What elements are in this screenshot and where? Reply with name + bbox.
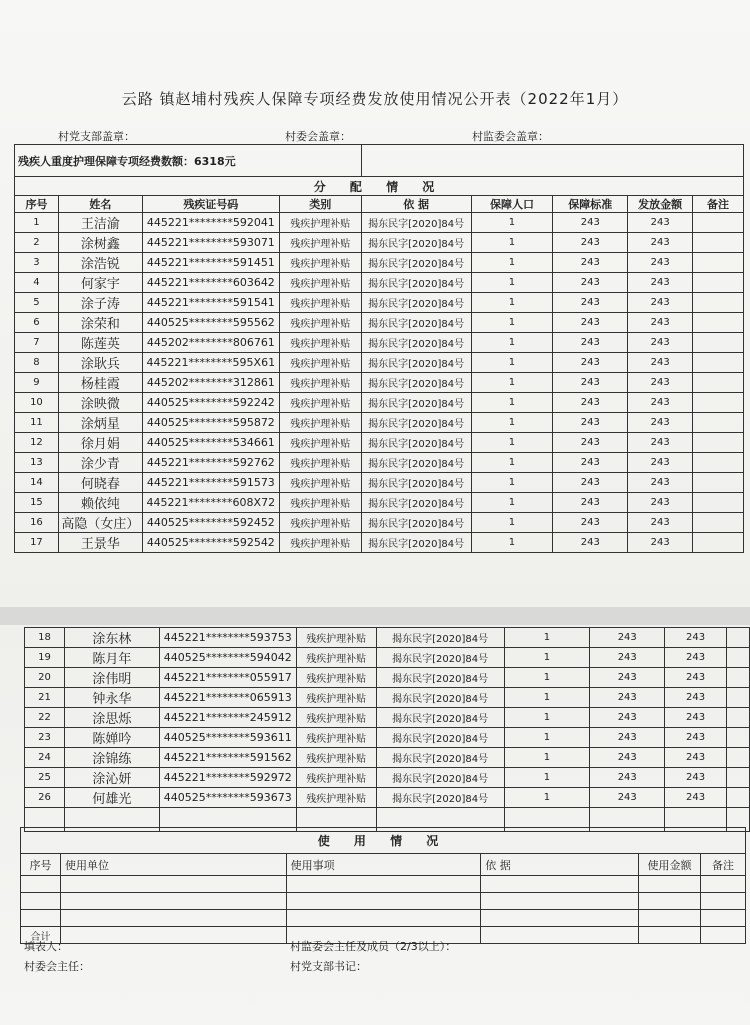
cell-no: 13 [15,453,59,473]
cell-basis: 揭东民字[2020]84号 [361,513,471,533]
cell-amt: 243 [628,453,693,473]
cell-pop: 1 [504,728,590,748]
cell-pop: 1 [471,453,553,473]
cell-pop: 1 [504,648,590,668]
cell-no: 6 [15,313,59,333]
cell-pop: 1 [471,333,553,353]
cell-id: 445221********593753 [159,628,296,648]
cell-remark [693,473,744,493]
cell-std: 243 [590,648,665,668]
cell-basis: 揭东民字[2020]84号 [361,273,471,293]
fund-blank [361,145,743,177]
cell-std: 243 [590,768,665,788]
cell-id: 445202********806761 [142,333,279,353]
cell-id: 445221********245912 [159,708,296,728]
cell-type: 残疾护理补贴 [279,353,361,373]
cell-pop: 1 [504,668,590,688]
cell-std: 243 [553,233,628,253]
cell-basis: 揭东民字[2020]84号 [376,728,504,748]
committee-head-label: 村委会主任： [24,960,90,973]
cell-amt: 243 [665,768,727,788]
committee-seal-label: 村委会盖章： [285,130,351,143]
cell-pop: 1 [471,313,553,333]
cell-name: 杨桂霞 [58,373,142,393]
cell-type: 残疾护理补贴 [296,748,376,768]
cell-type: 残疾护理补贴 [296,648,376,668]
cell-basis: 揭东民字[2020]84号 [361,233,471,253]
cell-name: 涂荣和 [58,313,142,333]
cell-remark [727,728,750,748]
cell-name: 涂伟明 [64,668,159,688]
cell-type: 残疾护理补贴 [296,668,376,688]
allocation-row [25,628,750,648]
cell-pop: 1 [471,513,553,533]
allocation-row [15,313,744,333]
cell-no: 15 [15,493,59,513]
cell-id: 440525********595562 [142,313,279,333]
cell-std: 243 [553,373,628,393]
cell-no: 5 [15,293,59,313]
cell-std: 243 [590,668,665,688]
cell-basis: 揭东民字[2020]84号 [376,668,504,688]
cell-std: 243 [553,313,628,333]
usage-header-cell: 序号 [21,854,61,876]
usage-header-cell: 使用事项 [286,854,481,876]
cell-pop: 1 [471,473,553,493]
allocation-row [15,533,744,553]
cell-no: 19 [25,648,65,668]
cell-pop: 1 [504,748,590,768]
cell-name: 涂思烁 [64,708,159,728]
cell-basis: 揭东民字[2020]84号 [361,313,471,333]
doc-title: 云路 镇赵埔村残疾人保障专项经费发放使用情况公开表（2022年1月） [121,90,629,108]
cell-pop: 1 [471,533,553,553]
cell-name: 涂映微 [58,393,142,413]
cell-amt: 243 [628,253,693,273]
cell-type: 残疾护理补贴 [279,213,361,233]
allocation-header-row [15,196,744,213]
cell-std: 243 [590,628,665,648]
cell-id: 445221********592972 [159,768,296,788]
cell-no: 3 [15,253,59,273]
cell-id: 445221********592041 [142,213,279,233]
cell-remark [693,453,744,473]
cell-type: 残疾护理补贴 [296,708,376,728]
cell-amt: 243 [628,493,693,513]
cell-amt: 243 [628,513,693,533]
cell-type: 残疾护理补贴 [279,413,361,433]
cell-basis: 揭东民字[2020]84号 [376,788,504,808]
allocation-rows-2 [25,628,750,832]
cell-remark [727,688,750,708]
cell-std: 243 [553,333,628,353]
cell-name: 涂锦练 [64,748,159,768]
cell-name: 涂东林 [64,628,159,648]
cell-no: 20 [25,668,65,688]
cell-std: 243 [553,293,628,313]
cell-no: 12 [15,433,59,453]
usage-header-cell: 依 据 [481,854,639,876]
cell-pop: 1 [471,433,553,453]
cell-amt: 243 [628,273,693,293]
cell-remark [693,333,744,353]
cell-basis: 揭东民字[2020]84号 [361,353,471,373]
cell-pop: 1 [471,293,553,313]
allocation-row [15,413,744,433]
cell-no: 9 [15,373,59,393]
cell-std: 243 [590,748,665,768]
cell-std: 243 [553,353,628,373]
cell-amt: 243 [665,688,727,708]
cell-no: 4 [15,273,59,293]
cell-id: 445221********603642 [142,273,279,293]
allocation-table [14,144,744,553]
allocation-row [15,453,744,473]
cell-name: 涂耿兵 [58,353,142,373]
cell-pop: 1 [471,273,553,293]
cell-std: 243 [590,728,665,748]
cell-std: 243 [553,453,628,473]
cell-pop: 1 [504,628,590,648]
cell-id: 440525********593673 [159,788,296,808]
cell-type: 残疾护理补贴 [279,493,361,513]
cell-std: 243 [553,473,628,493]
allocation-header-cell: 保障人口 [471,196,553,213]
allocation-header-cell: 序号 [15,196,59,213]
cell-type: 残疾护理补贴 [279,473,361,493]
cell-type: 残疾护理补贴 [296,628,376,648]
page-bottom [0,625,750,1025]
allocation-row [15,213,744,233]
cell-basis: 揭东民字[2020]84号 [361,373,471,393]
cell-remark [693,313,744,333]
cell-name: 陈月年 [64,648,159,668]
cell-type: 残疾护理补贴 [279,393,361,413]
cell-basis: 揭东民字[2020]84号 [361,393,471,413]
cell-name: 涂炳星 [58,413,142,433]
cell-type: 残疾护理补贴 [296,788,376,808]
cell-basis: 揭东民字[2020]84号 [361,253,471,273]
cell-pop: 1 [471,213,553,233]
cell-type: 残疾护理补贴 [279,453,361,473]
usage-total-label: 合计 [21,927,61,944]
cell-id: 445221********591451 [142,253,279,273]
cell-id: 440525********534661 [142,433,279,453]
cell-amt: 243 [628,413,693,433]
cell-type: 残疾护理补贴 [279,253,361,273]
cell-remark [727,628,750,648]
cell-no: 7 [15,333,59,353]
allocation-row [15,253,744,273]
cell-amt: 243 [628,433,693,453]
cell-amt: 243 [665,628,727,648]
cell-type: 残疾护理补贴 [279,293,361,313]
cell-basis: 揭东民字[2020]84号 [361,293,471,313]
cell-id: 445202********312861 [142,373,279,393]
cell-amt: 243 [628,353,693,373]
cell-basis: 揭东民字[2020]84号 [376,768,504,788]
cell-amt: 243 [665,748,727,768]
cell-pop: 1 [504,788,590,808]
allocation-header-cell: 残疾证号码 [142,196,279,213]
cell-id: 440525********594042 [159,648,296,668]
allocation-row [15,293,744,313]
cell-pop: 1 [471,353,553,373]
filler-label: 填表人： [24,940,68,953]
cell-std: 243 [553,493,628,513]
allocation-row [15,513,744,533]
cell-remark [693,373,744,393]
allocation-header-cell: 备注 [693,196,744,213]
cell-no: 11 [15,413,59,433]
cell-name: 何家宇 [58,273,142,293]
cell-remark [693,433,744,453]
allocation-header-cell: 保障标准 [553,196,628,213]
cell-basis: 揭东民字[2020]84号 [361,433,471,453]
cell-amt: 243 [628,373,693,393]
cell-std: 243 [553,533,628,553]
cell-pop: 1 [471,393,553,413]
cell-remark [693,413,744,433]
cell-type: 残疾护理补贴 [296,728,376,748]
cell-name: 王景华 [58,533,142,553]
allocation-header-cell: 类别 [279,196,361,213]
cell-name: 涂子涛 [58,293,142,313]
cell-name: 王洁渝 [58,213,142,233]
cell-std: 243 [590,708,665,728]
allocation-row [15,373,744,393]
allocation-header-cell: 姓名 [58,196,142,213]
cell-basis: 揭东民字[2020]84号 [361,213,471,233]
cell-id: 440525********592452 [142,513,279,533]
cell-basis: 揭东民字[2020]84号 [376,748,504,768]
supervise-seal-label: 村监委会盖章： [472,130,549,143]
allocation-table-continued [24,627,750,832]
usage-table [20,827,746,944]
cell-no: 14 [15,473,59,493]
cell-std: 243 [553,273,628,293]
cell-id: 445221********593071 [142,233,279,253]
cell-remark [727,648,750,668]
allocation-row [25,688,750,708]
usage-header-cell: 备注 [700,854,745,876]
cell-type: 残疾护理补贴 [279,373,361,393]
cell-type: 残疾护理补贴 [279,513,361,533]
allocation-row [25,728,750,748]
cell-no: 17 [15,533,59,553]
cell-remark [693,273,744,293]
cell-no: 25 [25,768,65,788]
cell-name: 徐月娟 [58,433,142,453]
allocation-row [25,748,750,768]
cell-std: 243 [553,213,628,233]
cell-remark [693,253,744,273]
cell-amt: 243 [665,788,727,808]
cell-name: 涂沁妍 [64,768,159,788]
usage-header-cell: 使用单位 [60,854,286,876]
allocation-row [15,493,744,513]
cell-no: 22 [25,708,65,728]
fund-amount: 残疾人重度护理保障专项经费数额：6318元 [15,145,362,177]
cell-basis: 揭东民字[2020]84号 [376,628,504,648]
cell-amt: 243 [628,293,693,313]
cell-amt: 243 [665,708,727,728]
cell-type: 残疾护理补贴 [279,433,361,453]
cell-basis: 揭东民字[2020]84号 [376,688,504,708]
allocation-heading: 分 配 情 况 [15,177,744,196]
cell-remark [727,668,750,688]
allocation-row [15,353,744,373]
allocation-row [15,333,744,353]
cell-type: 残疾护理补贴 [279,233,361,253]
cell-pop: 1 [504,708,590,728]
party-seal-label: 村党支部盖章： [58,130,135,143]
cell-remark [693,393,744,413]
cell-no: 1 [15,213,59,233]
cell-remark [727,708,750,728]
cell-amt: 243 [628,313,693,333]
cell-type: 残疾护理补贴 [296,688,376,708]
allocation-row [15,433,744,453]
cell-name: 赖依纯 [58,493,142,513]
cell-std: 243 [553,253,628,273]
allocation-row [15,273,744,293]
cell-id: 445221********591541 [142,293,279,313]
cell-id: 445221********055917 [159,668,296,688]
cell-name: 涂浩锐 [58,253,142,273]
cell-pop: 1 [471,373,553,393]
usage-row [21,876,746,893]
usage-row [21,910,746,927]
cell-pop: 1 [504,768,590,788]
allocation-row [25,708,750,728]
supervisor-label: 村监委会主任及成员（2/3以上）： [290,940,457,953]
cell-id: 445221********591573 [142,473,279,493]
cell-amt: 243 [628,233,693,253]
cell-basis: 揭东民字[2020]84号 [361,413,471,433]
cell-no: 21 [25,688,65,708]
cell-pop: 1 [471,493,553,513]
cell-remark [693,213,744,233]
cell-name: 涂树鑫 [58,233,142,253]
cell-name: 陈莲英 [58,333,142,353]
cell-id: 445221********592762 [142,453,279,473]
cell-basis: 揭东民字[2020]84号 [361,453,471,473]
cell-amt: 243 [628,473,693,493]
cell-no: 16 [15,513,59,533]
cell-type: 残疾护理补贴 [279,333,361,353]
cell-std: 243 [590,788,665,808]
cell-basis: 揭东民字[2020]84号 [361,493,471,513]
cell-std: 243 [590,688,665,708]
cell-name: 何晓春 [58,473,142,493]
cell-remark [727,768,750,788]
cell-pop: 1 [471,233,553,253]
allocation-row [15,233,744,253]
cell-no: 2 [15,233,59,253]
cell-remark [727,748,750,768]
cell-std: 243 [553,393,628,413]
cell-std: 243 [553,413,628,433]
cell-amt: 243 [628,393,693,413]
cell-std: 243 [553,433,628,453]
cell-id: 445221********065913 [159,688,296,708]
cell-remark [693,233,744,253]
cell-amt: 243 [628,213,693,233]
usage-heading: 使 用 情 况 [21,828,746,854]
allocation-row [25,648,750,668]
cell-remark [693,513,744,533]
party-secretary-label: 村党支部书记： [290,960,367,973]
cell-id: 445221********591562 [159,748,296,768]
cell-pop: 1 [471,413,553,433]
usage-row [21,893,746,910]
usage-header-cell: 使用金额 [639,854,701,876]
cell-remark [693,353,744,373]
cell-basis: 揭东民字[2020]84号 [361,533,471,553]
cell-amt: 243 [628,333,693,353]
cell-type: 残疾护理补贴 [279,273,361,293]
cell-basis: 揭东民字[2020]84号 [361,333,471,353]
cell-name: 陈婵吟 [64,728,159,748]
cell-basis: 揭东民字[2020]84号 [376,708,504,728]
usage-header-row [21,854,746,876]
cell-type: 残疾护理补贴 [296,768,376,788]
cell-id: 440525********593611 [159,728,296,748]
allocation-row [15,473,744,493]
cell-pop: 1 [504,688,590,708]
cell-type: 残疾护理补贴 [279,533,361,553]
allocation-header-cell: 依 据 [361,196,471,213]
cell-amt: 243 [628,533,693,553]
cell-id: 445221********595X61 [142,353,279,373]
cell-std: 243 [553,513,628,533]
cell-name: 钟永华 [64,688,159,708]
cell-remark [693,293,744,313]
allocation-row [25,768,750,788]
cell-name: 高隐（女庄） [58,513,142,533]
allocation-row [25,668,750,688]
cell-no: 24 [25,748,65,768]
allocation-header-cell: 发放金额 [628,196,693,213]
cell-id: 440525********592542 [142,533,279,553]
cell-basis: 揭东民字[2020]84号 [361,473,471,493]
allocation-rows-1 [15,213,744,553]
cell-no: 23 [25,728,65,748]
cell-name: 何雄光 [64,788,159,808]
cell-remark [727,788,750,808]
cell-amt: 243 [665,668,727,688]
cell-remark [693,493,744,513]
cell-name: 涂少青 [58,453,142,473]
cell-amt: 243 [665,728,727,748]
allocation-row [15,393,744,413]
cell-no: 8 [15,353,59,373]
allocation-row [25,788,750,808]
cell-id: 440525********595872 [142,413,279,433]
cell-basis: 揭东民字[2020]84号 [376,648,504,668]
cell-pop: 1 [471,253,553,273]
cell-no: 10 [15,393,59,413]
cell-id: 445221********608X72 [142,493,279,513]
cell-type: 残疾护理补贴 [279,313,361,333]
cell-remark [693,533,744,553]
cell-id: 440525********592242 [142,393,279,413]
cell-no: 26 [25,788,65,808]
cell-no: 18 [25,628,65,648]
cell-amt: 243 [665,648,727,668]
